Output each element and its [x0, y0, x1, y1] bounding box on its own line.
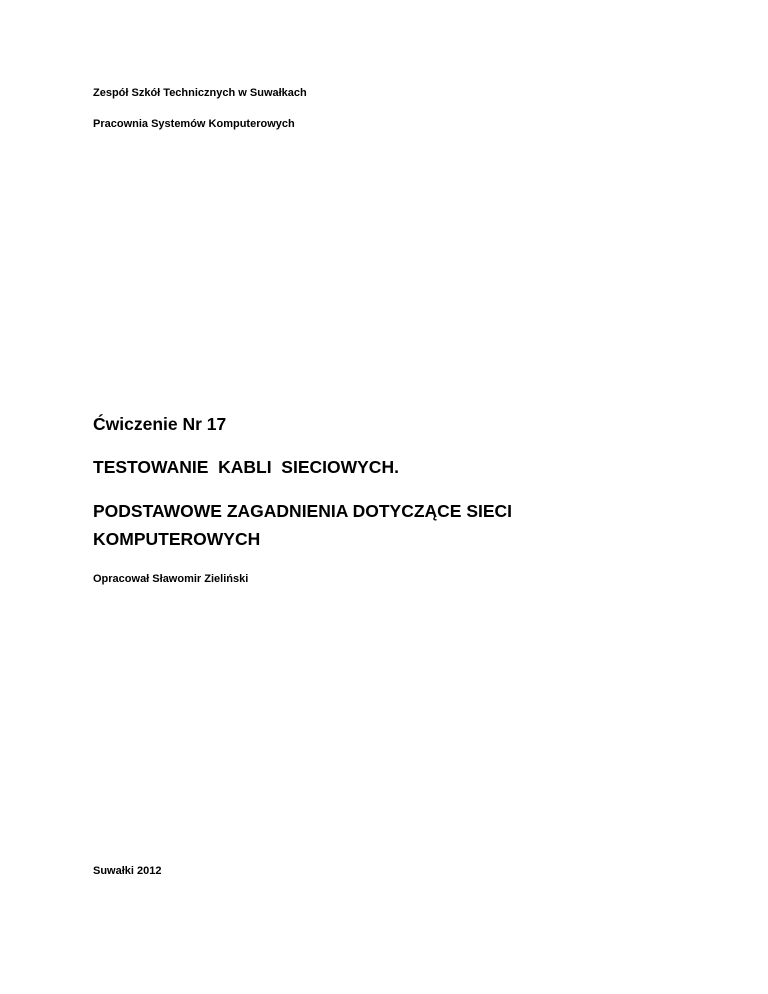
school-name: Zespół Szkół Technicznych w Suwałkach — [93, 87, 307, 99]
exercise-subtitle-line-2: KOMPUTEROWYCH — [93, 529, 261, 549]
exercise-number: Ćwiczenie Nr 17 — [93, 414, 227, 434]
place-year: Suwałki 2012 — [93, 865, 162, 877]
lab-name: Pracownia Systemów Komputerowych — [93, 118, 295, 130]
exercise-subtitle — [93, 497, 693, 553]
exercise-subtitle-line-1: PODSTAWOWE ZAGADNIENIA DOTYCZĄCE SIECI — [93, 501, 513, 521]
exercise-title: TESTOWANIE KABLI SIECIOWYCH. — [93, 457, 399, 477]
author-line: Opracował Sławomir Zieliński — [93, 573, 249, 585]
